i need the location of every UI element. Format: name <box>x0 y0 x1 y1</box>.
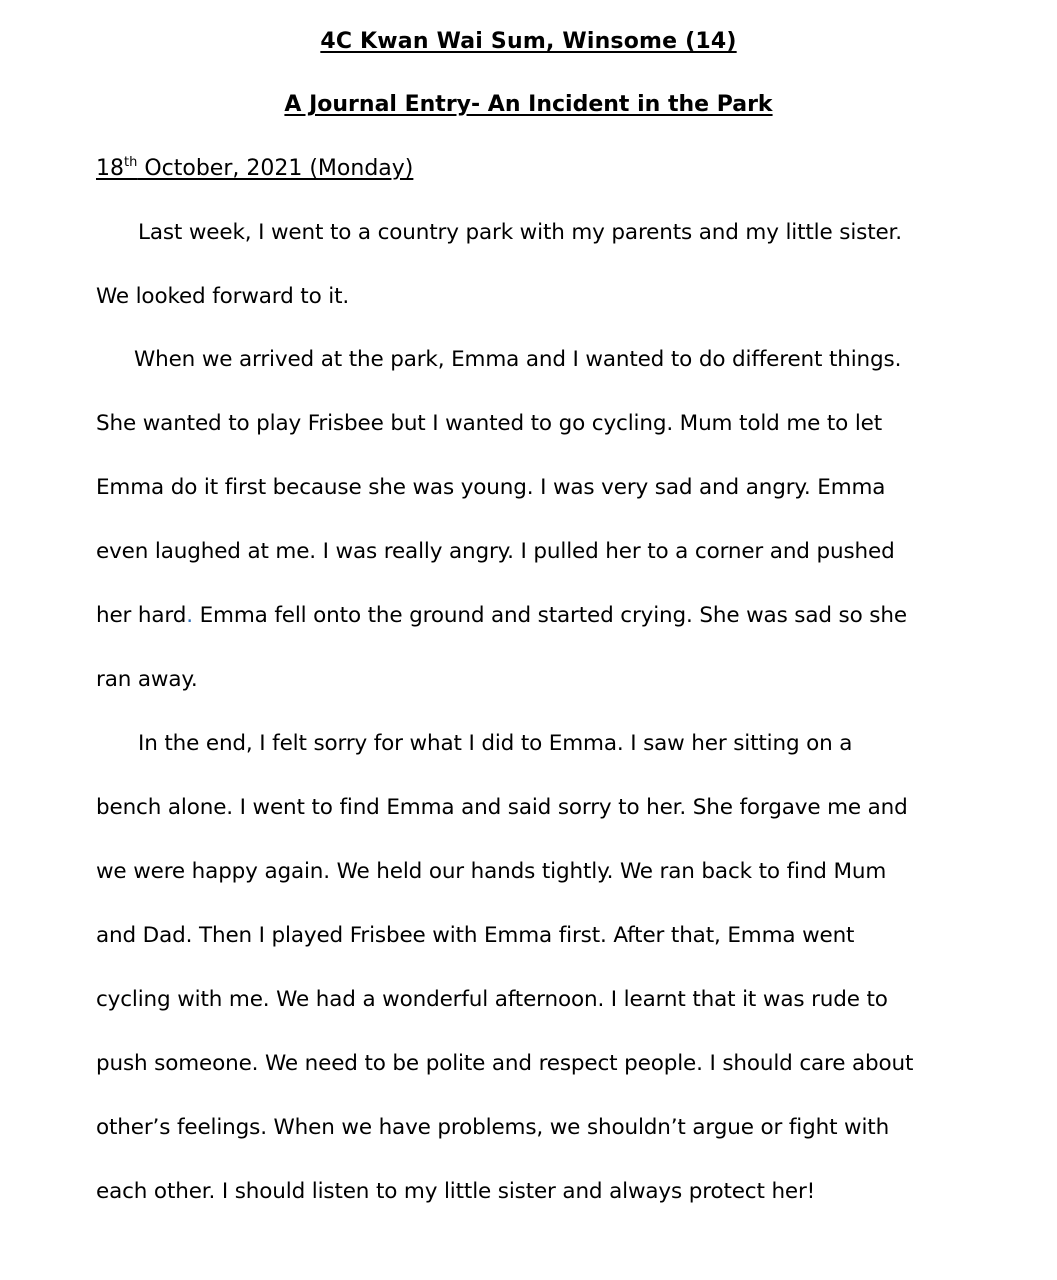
paragraph-line: When we arrived at the park, Emma and I wanted to do different things. <box>134 347 902 372</box>
blue-period: . <box>186 603 193 628</box>
paragraph-line: ran away. <box>96 667 198 692</box>
paragraph-line: we were happy again. We held our hands tightly. We ran back to find Mum <box>96 859 887 884</box>
line-segment: Emma fell onto the ground and started crying. She was sad so she <box>192 603 907 628</box>
entry-date <box>96 154 413 184</box>
student-name-heading: 4C Kwan Wai Sum, Winsome (14) <box>320 29 737 54</box>
paragraph-line: push someone. We need to be polite and respect people. I should care about <box>96 1051 914 1076</box>
paragraph-line: Last week, I went to a country park with my parents and my little sister. <box>138 220 902 245</box>
date-suffix: th <box>124 155 138 170</box>
paragraph-line: We looked forward to it. <box>96 284 350 309</box>
paragraph-line: even laughed at me. I was really angry. I pulled her to a corner and pushed <box>96 539 895 564</box>
line-segment: her hard <box>96 603 187 628</box>
paragraph-line: and Dad. Then I played Frisbee with Emma first. After that, Emma went <box>96 923 855 948</box>
journal-title: A Journal Entry- An Incident in the Park <box>284 92 773 117</box>
date-day: 18 <box>96 156 124 181</box>
paragraph-line: She wanted to play Frisbee but I wanted to go cycling. Mum told me to let <box>96 411 883 436</box>
paragraph-line: Emma do it first because she was young. I was very sad and angry. Emma <box>96 475 886 500</box>
date-rest: October, 2021 (Monday) <box>137 156 414 181</box>
paragraph-line <box>96 601 907 631</box>
paragraph-line: In the end, I felt sorry for what I did to Emma. I saw her sitting on a <box>138 731 853 756</box>
paragraph-line: other’s feelings. When we have problems, we shouldn’t argue or fight with <box>96 1115 890 1140</box>
paragraph-line: cycling with me. We had a wonderful afternoon. I learnt that it was rude to <box>96 987 888 1012</box>
paragraph-line: bench alone. I went to find Emma and said sorry to her. She forgave me and <box>96 795 908 820</box>
paragraph-line: each other. I should listen to my little sister and always protect her! <box>96 1179 816 1204</box>
